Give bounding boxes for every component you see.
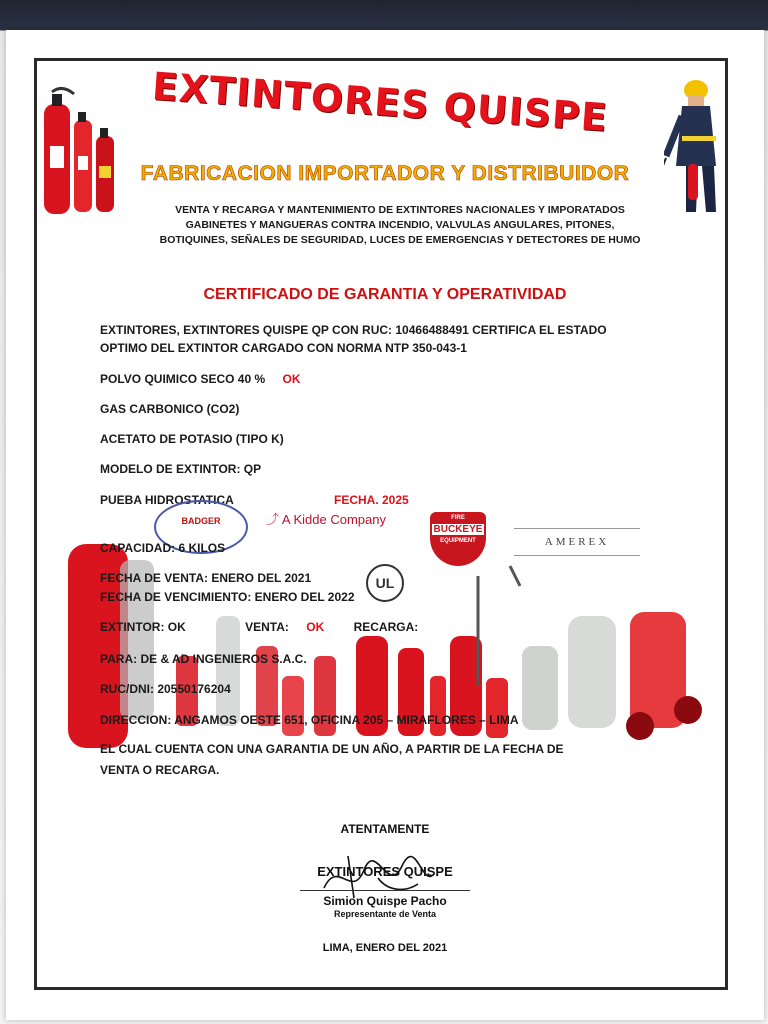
services-text bbox=[120, 203, 680, 248]
para-label: PARA: DE & AD INGENIEROS S.A.C. bbox=[100, 652, 307, 666]
signature-company: EXTINTORES QUISPE bbox=[317, 864, 453, 879]
direccion-label: DIRECCION: ANGAMOS OESTE 651, OFICINA 205 – MIRAFLORES – LIMA bbox=[100, 713, 519, 727]
fecha-venta: FECHA DE VENTA: ENERO DEL 2021 bbox=[100, 571, 312, 585]
firefighter-icon bbox=[664, 76, 728, 216]
atentamente: ATENTAMENTE bbox=[340, 822, 430, 836]
kidde-text: A Kidde Company bbox=[281, 512, 386, 527]
amerex-logo: AMEREX bbox=[514, 528, 640, 556]
extintor-status: EXTINTOR: OK bbox=[100, 620, 186, 634]
modelo-label: MODELO DE EXTINTOR: QP bbox=[100, 462, 262, 476]
signature-line bbox=[300, 890, 470, 891]
buckeye-bottom: EQUIPMENT bbox=[440, 538, 476, 544]
intro-line: OPTIMO DEL EXTINTOR CARGADO CON NORMA NTP 350-043-1 bbox=[100, 341, 467, 355]
venta-ok: OK bbox=[306, 620, 325, 634]
fecha-vencimiento: FECHA DE VENCIMIENTO: ENERO DEL 2022 bbox=[100, 590, 355, 604]
signature-role: Representante de Venta bbox=[333, 909, 437, 919]
services-line: VENTA Y RECARGA Y MANTENIMIENTO DE EXTINTORES NACIONALES Y IMPORATADOS bbox=[175, 204, 625, 216]
ruc-label: RUC/DNI: 20550176204 bbox=[100, 682, 231, 696]
acetato-label: ACETATO DE POTASIO (TIPO K) bbox=[100, 432, 284, 446]
gas-label: GAS CARBONICO (CO2) bbox=[100, 402, 240, 416]
garantia-line: EL CUAL CUENTA CON UNA GARANTIA DE UN AÑO, A PARTIR DE LA FECHA DE bbox=[100, 742, 564, 756]
place-date: LIMA, ENERO DEL 2021 bbox=[322, 942, 448, 954]
kidde-logo: ⤴ A Kidde Company bbox=[266, 512, 386, 527]
signature-name: Simion Quispe Pacho bbox=[323, 894, 447, 908]
fecha-prueba: FECHA. 2025 bbox=[334, 493, 409, 507]
badger-text: BADGER bbox=[181, 516, 221, 526]
services-line: GABINETES Y MANGUERAS CONTRA INCENDIO, VALVULAS ANGULARES, PITONES, bbox=[185, 219, 615, 231]
buckeye-text: BUCKEYE bbox=[433, 524, 483, 535]
status-row bbox=[100, 620, 418, 634]
venta-label: VENTA: bbox=[245, 620, 289, 634]
buckeye-top: FIRE bbox=[451, 515, 465, 521]
garantia-line: VENTA O RECARGA. bbox=[100, 763, 220, 777]
intro-line: EXTINTORES, EXTINTORES QUISPE QP CON RUC: 10466488491 CERTIFICA EL ESTADO bbox=[100, 323, 607, 337]
prueba-label: PUEBA HIDROSTATICA bbox=[100, 493, 234, 507]
services-line: BOTIQUINES, SEÑALES DE SEGURIDAD, LUCES DE EMERGENCIAS Y DETECTORES DE HUMO bbox=[159, 234, 641, 246]
ul-logo: UL bbox=[366, 564, 404, 602]
capacidad-label: CAPACIDAD: 6 KILOS bbox=[100, 541, 226, 555]
company-subtitle: FABRICACION IMPORTADOR Y DISTRIBUIDOR bbox=[140, 162, 630, 185]
recarga-label: RECARGA: bbox=[353, 620, 419, 634]
certificate-title: CERTIFICADO DE GARANTIA Y OPERATIVIDAD bbox=[203, 286, 567, 303]
polvo-label: POLVO QUIMICO SECO 40 % bbox=[100, 372, 266, 386]
extinguisher-icon bbox=[38, 86, 122, 220]
company-title: EXTINTORES QUISPE bbox=[150, 64, 610, 140]
polvo-row bbox=[100, 372, 300, 386]
polvo-ok: OK bbox=[282, 372, 301, 386]
